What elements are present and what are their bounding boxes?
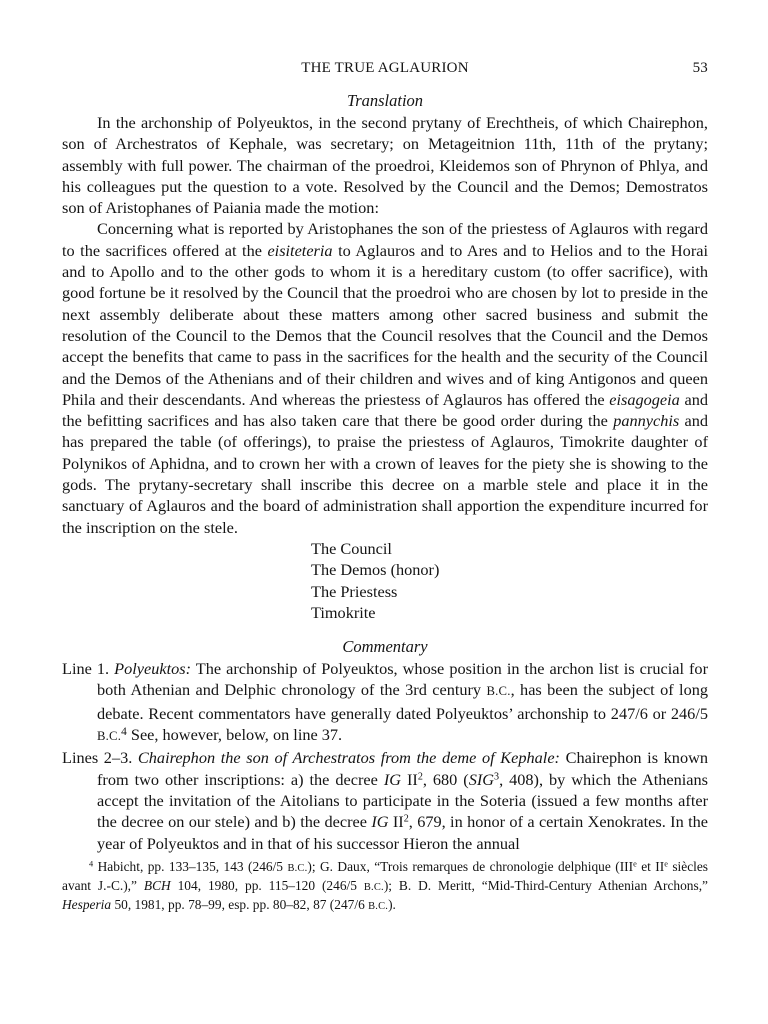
text-span: 104, 1980, pp. 115–120 (246/5 xyxy=(170,878,364,893)
text-span: See, however, below, on line 37. xyxy=(126,725,343,745)
superscript: e xyxy=(633,859,637,869)
era-abbrev: B.C. xyxy=(97,729,122,744)
era-abbrev: B.C. xyxy=(368,901,389,913)
signature-line: Timokrite xyxy=(311,602,376,622)
text-span: and has prepared the table (of offerings), to praise the priestess of Aglauros, Timokrite daughter of Polynikos of Aphidna, and to crown her with a crown of leaves for the piety she is showing to the gods. The prytany-secretary shall inscribe this decree on a marble stele and place it in the sanctuary of Aglauros and the board of administration shall apportion the expenditure incurred for the inscription on the stele. xyxy=(62,411,708,537)
translation-heading: Translation xyxy=(346,91,424,110)
term-italic: eisiteteria xyxy=(267,240,333,260)
text-span: II xyxy=(388,812,404,832)
text-span: siècles avant J.-C.),” xyxy=(62,858,709,893)
footnote-4 xyxy=(62,858,708,916)
running-head xyxy=(62,56,708,80)
signature-line: The Council xyxy=(311,538,392,558)
citation-italic: IG xyxy=(383,769,401,789)
text-span: ). xyxy=(388,897,396,913)
signature-list xyxy=(311,538,708,623)
commentary-entry-line-1 xyxy=(62,658,708,747)
text-span: , 680 ( xyxy=(422,769,469,789)
era-abbrev: B.C. xyxy=(287,862,308,874)
footnote-number: 4 xyxy=(89,859,94,869)
text-span: , 408), by which the Athenians accept the invitation of the Aitolians to participate in the Soteria (issued a few months after the decree on our stele) and b) the decree xyxy=(97,769,708,832)
text-span: , 679, in honor of a certain Xenokrates. In the year of Polyeuktos and in that of his successor Hieron the annual xyxy=(97,812,708,853)
citation-italic: IG xyxy=(371,812,389,832)
lemma: Polyeuktos: xyxy=(114,659,191,679)
entry-label: Lines 2–3. xyxy=(62,748,138,768)
text-span: Chairephon is known from two other inscriptions: a) the decree xyxy=(97,748,708,789)
superscript: 3 xyxy=(494,771,500,783)
translation-paragraph-2 xyxy=(62,218,708,537)
text-span: et II xyxy=(636,858,665,874)
footnote-reference[interactable]: 4 xyxy=(121,725,127,738)
commentary-heading: Commentary xyxy=(342,637,428,657)
term-italic: pannychis xyxy=(613,411,680,431)
text-span: and the befitting sacrifices and has also taken care that there be good order during the xyxy=(62,389,709,431)
text-span: Concerning what is reported by Aristophanes the son of the priestess of Aglauros with regard to the sacrifices offered at the xyxy=(62,219,708,260)
superscript: e xyxy=(664,859,668,869)
era-abbrev: B.C. xyxy=(363,882,384,893)
journal-title: BCH xyxy=(143,878,171,893)
text-span: 50, 1981, pp. 78–99, esp. pp. 80–82, 87 (247/6 xyxy=(111,897,369,913)
entry-label: Line 1. xyxy=(62,659,115,679)
superscript: 2 xyxy=(403,813,409,825)
running-title: THE TRUE AGLAURION xyxy=(301,60,469,76)
commentary-entry-lines-2-3 xyxy=(62,747,708,853)
lemma: Chairephon the son of Archestratos from the deme of Kephale: xyxy=(137,748,560,768)
signature-line: The Demos (honor) xyxy=(311,560,440,580)
superscript: 2 xyxy=(417,771,423,783)
text-span: The archonship of Polyeuktos, whose position in the archon list is crucial for both Athenian and Delphic chronology of the 3rd century xyxy=(97,659,708,700)
text-span: Habicht, pp. 133–135, 143 (246/5 xyxy=(93,858,288,874)
era-abbrev: B.C. xyxy=(486,684,511,699)
text-span: ); G. Daux, “Trois remarques de chronologie delphique (III xyxy=(307,858,634,874)
journal-title: Hesperia xyxy=(62,897,112,913)
signature-line: The Priestess xyxy=(311,581,398,601)
translation-paragraph-1: In the archonship of Polyeuktos, in the second prytany of Erechtheis, of which Chairephon, son of Archestratos of Kephale, was secretary; on Metageitnion 11th, 11th of the prytany; assembly with full power. The chairman of the proedroi, Kleidemos son of Phrynon of Phlya, and his colleagues put the question to a vote. Resolved by the Council and the Demos; Demostratos son of Aristophanes of Paiania made the motion: xyxy=(62,113,708,218)
page xyxy=(62,56,708,915)
text-span: to Aglauros and to Ares and to Helios and to the Horai and to Apollo and to the other gods to whom it is a hereditary custom (to offer sacrifice), with good fortune be it resolved by the Council that the proedroi who are chosen by lot to preside in the next assembly deliberate about these matters among other sacred business and submit the resolution of the Council to the Demos that the Council resolves that the Council and the Demos accept the benefits that came to pass in the sacrifices for the health and the security of the Council and the Demos of the Athenians and of their children and wives and of king Antigonos and queen Phila and their descendants. And whereas the priestess of Aglauros has offered the xyxy=(62,240,708,409)
text-span: ); B. D. Meritt, “Mid-Third-Century Athenian Archons,” xyxy=(383,878,708,893)
citation-italic: SIG xyxy=(468,769,495,789)
term-italic: eisagogeia xyxy=(609,389,680,409)
text-span: , has been the subject of long debate. Recent commentators have generally dated Polyeuktos’ archonship to 247/6 or 246/5 xyxy=(97,680,708,723)
page-number: 53 xyxy=(692,60,708,76)
text-span: II xyxy=(401,769,418,789)
